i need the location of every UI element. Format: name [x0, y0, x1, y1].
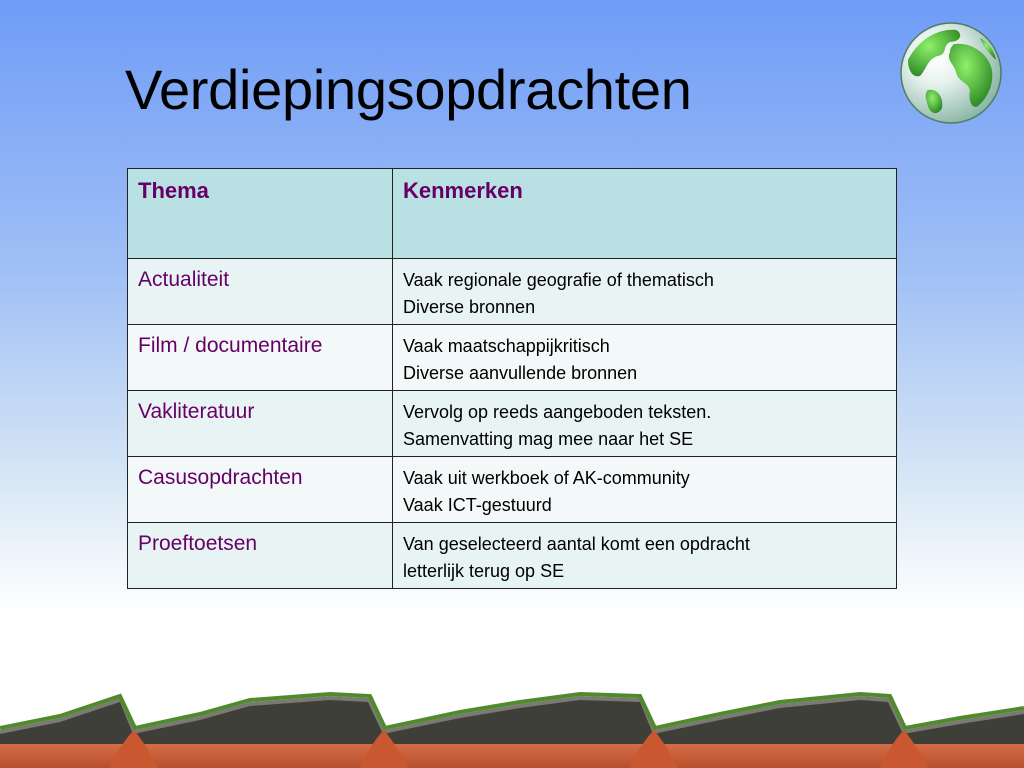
table-row: [128, 391, 897, 457]
kenmerk-line: Vaak maatschappijkritisch: [403, 336, 610, 356]
table-row: [128, 523, 897, 589]
row-thema: Film / documentaire: [128, 325, 393, 391]
row-kenmerken: [393, 259, 897, 325]
row-kenmerken: [393, 523, 897, 589]
table-header-row: [128, 169, 897, 259]
header-kenmerken: Kenmerken: [393, 169, 897, 259]
kenmerk-line: letterlijk terug op SE: [403, 561, 565, 581]
row-thema: Vakliteratuur: [128, 391, 393, 457]
globe-icon: [898, 20, 1004, 126]
header-thema: Thema: [128, 169, 393, 259]
row-kenmerken: [393, 391, 897, 457]
kenmerk-line: Vaak ICT-gestuurd: [403, 495, 552, 515]
kenmerk-line: Diverse aanvullende bronnen: [403, 363, 638, 383]
row-thema: Proeftoetsen: [128, 523, 393, 589]
table-row: [128, 259, 897, 325]
kenmerk-line: Vaak uit werkboek of AK-community: [403, 468, 690, 488]
slide-title: Verdiepingsopdrachten: [125, 58, 692, 121]
row-kenmerken: [393, 457, 897, 523]
kenmerk-line: Van geselecteerd aantal komt een opdracht: [403, 534, 750, 554]
tectonic-ground-illustration: [0, 690, 1024, 768]
kenmerk-line: Diverse bronnen: [403, 297, 536, 317]
table-row: [128, 325, 897, 391]
themes-table: [127, 168, 897, 589]
row-thema: Actualiteit: [128, 259, 393, 325]
kenmerk-line: Samenvatting mag mee naar het SE: [403, 429, 694, 449]
row-kenmerken: [393, 325, 897, 391]
kenmerk-line: Vervolg op reeds aangeboden teksten.: [403, 402, 712, 422]
table-row: [128, 457, 897, 523]
row-thema: Casusopdrachten: [128, 457, 393, 523]
kenmerk-line: Vaak regionale geografie of thematisch: [403, 270, 714, 290]
